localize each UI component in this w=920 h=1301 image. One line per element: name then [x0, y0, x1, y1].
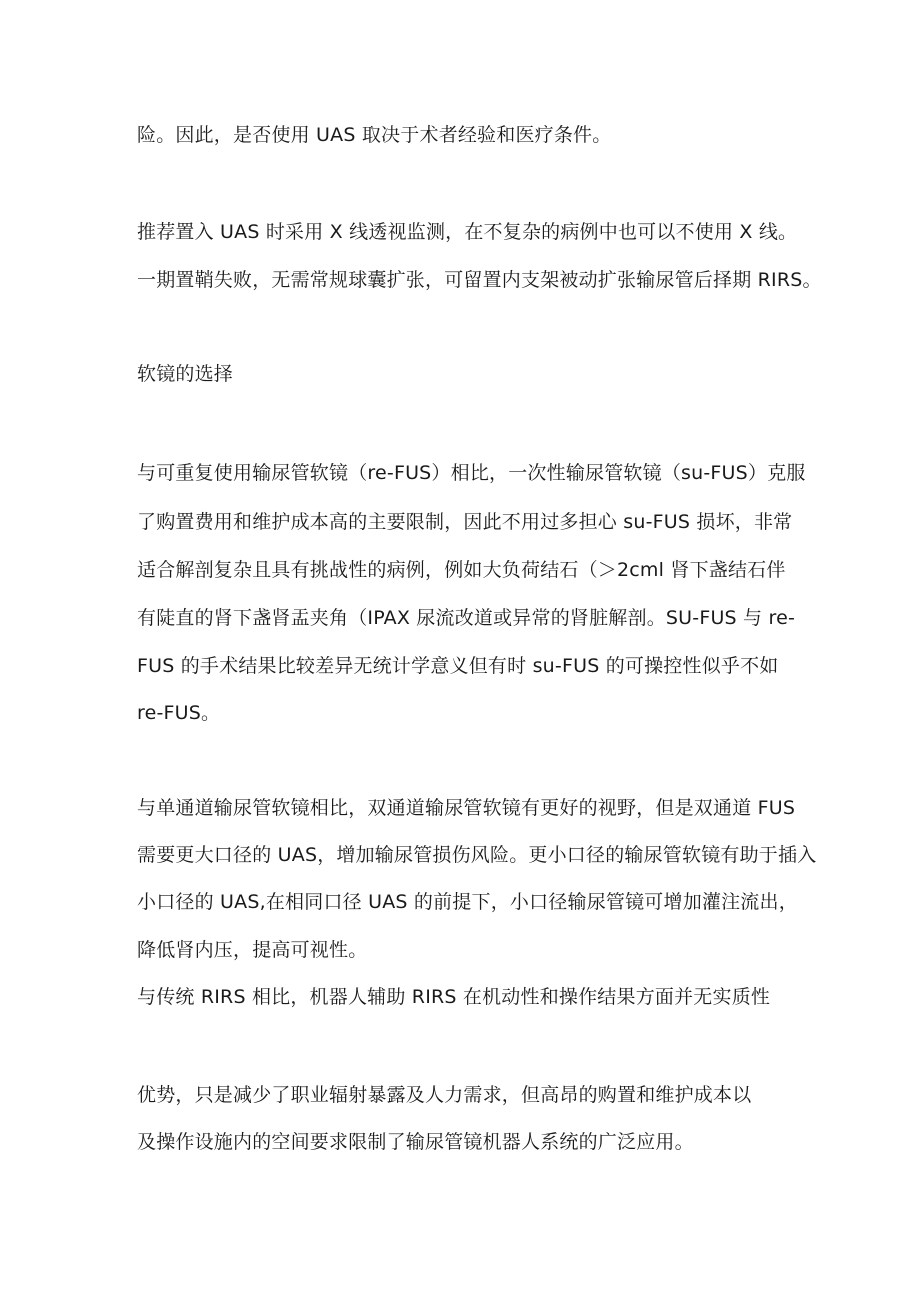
text-line: re-FUS。	[137, 702, 221, 724]
text-line: 与单通道输尿管软镜相比，双通道输尿管软镜有更好的视野，但是双通道 FUS	[137, 797, 796, 819]
text-line: 及操作设施内的空间要求限制了输尿管镜机器人系统的广泛应用。	[137, 1131, 694, 1153]
text-line: 需要更大口径的 UAS，增加输尿管损伤风险。更小口径的输尿管软镜有助于插入	[137, 844, 817, 866]
text-line: 一期置鞘失败，无需常规球囊扩张，可留置内支架被动扩张输尿管后择期 RIRS。	[137, 269, 822, 291]
text-line: 有陡直的肾下盏肾盂夹角（IPAX 尿流改道或异常的肾脏解剖。SU-FUS 与 re-	[137, 607, 796, 629]
text-line: 推荐置入 UAS 时采用 X 线透视监测，在不复杂的病例中也可以不使用 X 线。	[137, 221, 798, 243]
text-line: 险。因此，是否使用 UAS 取决于术者经验和医疗条件。	[137, 124, 612, 146]
text-line: 了购置费用和维护成本高的主要限制，因此不用过多担心 su-FUS 损坏，非常	[137, 511, 793, 533]
text-line: 适合解剖复杂且具有挑战性的病例，例如大负荷结石（＞2cml 肾下盏结石伴	[137, 559, 786, 581]
text-line: 与传统 RIRS 相比，机器人辅助 RIRS 在机动性和操作结果方面并无实质性	[137, 986, 771, 1008]
section-heading: 软镜的选择	[137, 363, 234, 385]
text-line: 小口径的 UAS,在相同口径 UAS 的前提下，小口径输尿管镜可增加灌注流出，	[137, 891, 798, 913]
text-line: 与可重复使用输尿管软镜（re-FUS）相比，一次性输尿管软镜（su-FUS）克服	[137, 462, 806, 484]
text-line: 优势，只是减少了职业辐射暴露及人力需求，但高昂的购置和维护成本以	[137, 1084, 752, 1106]
text-line: 降低肾内压，提高可视性。	[137, 939, 368, 961]
text-line: FUS 的手术结果比较差异无统计学意义但有时 su-FUS 的可操控性似乎不如	[137, 655, 779, 677]
